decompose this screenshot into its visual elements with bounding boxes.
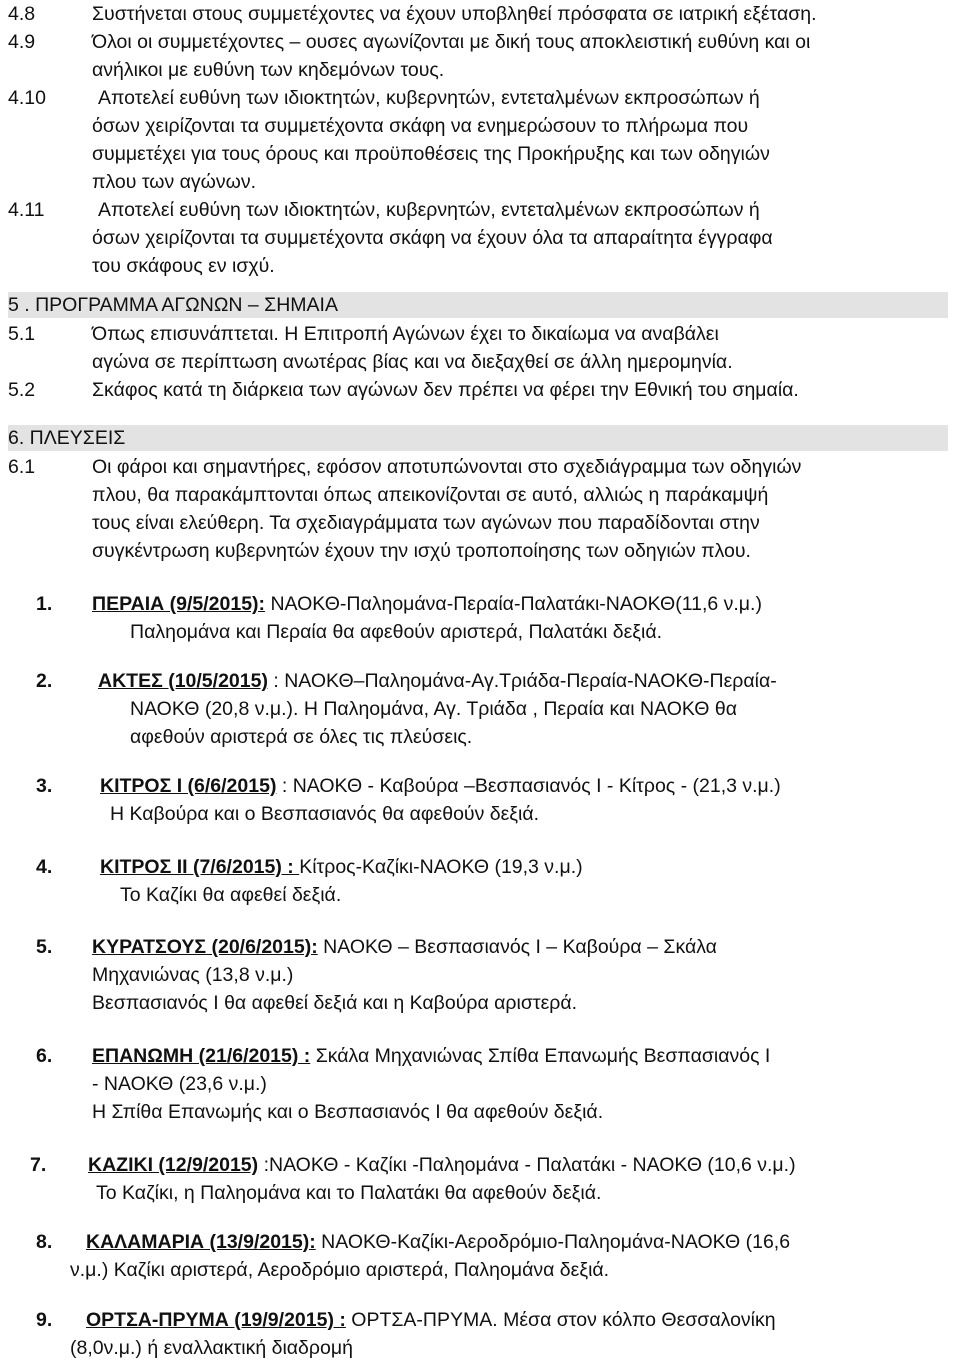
course-route: :ΝΑΟΚΘ - Καζίκι -Παληομάνα - Παλατάκι - ΝΑΟΚΘ (10,6 ν.μ.) <box>258 1154 796 1176</box>
clause-text-line: Οι φάροι και σημαντήρες, εφόσον αποτυπώνονται στο σχεδιάγραμμα των οδηγιών <box>92 456 802 478</box>
clause-text-line: όσων χειρίζονται τα συμμετέχοντα σκάφη να ενημερώσουν το πλήρωμα που <box>92 115 749 137</box>
course-number: 8. <box>36 1231 53 1253</box>
course-number: 3. <box>36 775 53 797</box>
clause-number: 6.1 <box>8 456 36 478</box>
course-title: ΚΙΤΡΟΣ ΙΙ (7/6/2015) : <box>100 856 300 878</box>
clause-text-line: Αποτελεί ευθύνη των ιδιοκτητών, κυβερνητών, εντεταλμένων εκπροσώπων ή <box>98 199 760 221</box>
course-route-line <box>86 1228 790 1256</box>
course-route: ΟΡΤΣΑ-ΠΡΥΜΑ. Μέσα στον κόλπο Θεσσαλονίκη <box>345 1309 776 1331</box>
course-title: ΟΡΤΣΑ-ΠΡΥΜΑ (19/9/2015) : <box>86 1309 346 1331</box>
course-note: Παληομάνα και Περαία θα αφεθούν αριστερά, Παλατάκι δεξιά. <box>130 621 663 643</box>
section-heading-5 <box>8 292 948 318</box>
clause-text: Συστήνεται στους συμμετέχοντες να έχουν υποβληθεί πρόσφατα σε ιατρική εξέταση. <box>92 3 817 25</box>
course-route-line <box>100 853 583 881</box>
clause-text-line: τους είναι ελεύθερη. Τα σχεδιαγράμματα των αγώνων που παραδίδονται στην <box>92 512 760 534</box>
course-route-line <box>92 590 762 618</box>
clause-number: 4.9 <box>8 31 36 53</box>
section-heading-text: 5 . ΠΡΟΓΡΑΜΜΑ ΑΓΩΝΩΝ – ΣΗΜΑΙΑ <box>8 294 338 316</box>
course-title: ΕΠΑΝΩΜΗ (21/6/2015) : <box>92 1045 311 1067</box>
course-note: Η Σπίθα Επανωμής και ο Βεσπασιανός Ι θα αφεθούν δεξιά. <box>92 1101 604 1123</box>
course-route-line <box>88 1151 796 1179</box>
clause-text-line: Αποτελεί ευθύνη των ιδιοκτητών, κυβερνητών, εντεταλμένων εκπροσώπων ή <box>98 87 760 109</box>
course-title: ΚΑΖΙΚΙ (12/9/2015) <box>88 1154 259 1176</box>
section-heading-6 <box>8 425 948 451</box>
course-title: ΚΥΡΑΤΣΟΥΣ (20/6/2015): <box>92 936 318 958</box>
course-route-line <box>92 1042 770 1070</box>
clause-text-line: ανήλικοι με ευθύνη των κηδεμόνων τους. <box>92 59 445 81</box>
clause-number: 5.2 <box>8 379 36 401</box>
course-route-line <box>86 1306 776 1334</box>
course-note: Η Καβούρα και ο Βεσπασιανός θα αφεθούν δεξιά. <box>110 803 540 825</box>
course-route: ΝΑΟΚΘ – Βεσπασιανός Ι – Καβούρα – Σκάλα <box>317 936 717 958</box>
course-route-cont: (8,0ν.μ.) ή εναλλακτική διαδρομή <box>70 1337 353 1359</box>
course-title: ΚΑΛΑΜΑΡΙΑ (13/9/2015): <box>86 1231 316 1253</box>
course-route: : ΝΑΟΚΘ - Καβούρα –Βεσπασιανός Ι - Κίτρος - (21,3 ν.μ.) <box>276 775 781 797</box>
course-number: 1. <box>36 593 53 615</box>
clause-number: 4.11 <box>8 199 45 221</box>
course-note: Το Καζίκι, η Παληομάνα και το Παλατάκι θα αφεθούν δεξιά. <box>96 1182 602 1204</box>
course-note: Βεσπασιανός Ι θα αφεθεί δεξιά και η Καβούρα αριστερά. <box>92 992 578 1014</box>
course-number: 5. <box>36 936 53 958</box>
course-route-cont: ΝΑΟΚΘ (20,8 ν.μ.). Η Παληομάνα, Αγ. Τριάδα , Περαία και ΝΑΟΚΘ θα <box>130 698 737 720</box>
course-number: 6. <box>36 1045 53 1067</box>
course-route-line <box>98 667 777 695</box>
clause-number: 4.8 <box>8 3 36 25</box>
course-number: 2. <box>36 670 53 692</box>
course-note: Το Καζίκι θα αφεθεί δεξιά. <box>120 884 342 906</box>
clause-text-line: του σκάφους εν ισχύ. <box>92 255 275 277</box>
clause-text-line: συμμετέχει για τους όρους και προϋποθέσεις της Προκήρυξης και των οδηγιών <box>92 143 770 165</box>
course-route: Σκάλα Μηχανιώνας Σπίθα Επανωμής Βεσπασιανός Ι <box>310 1045 771 1067</box>
course-route-cont: ν.μ.) Καζίκι αριστερά, Αεροδρόμιο αριστερά, Παληομάνα δεξιά. <box>70 1259 610 1281</box>
course-title: ΚΙΤΡΟΣ Ι (6/6/2015) <box>100 775 277 797</box>
clause-text-line: αγώνα σε περίπτωση ανωτέρας βίας και να διεξαχθεί σε άλλη ημερομηνία. <box>92 351 733 373</box>
course-route: : ΝΑΟΚΘ–Παληομάνα-Αγ.Τριάδα-Περαία-ΝΑΟΚΘ-Περαία- <box>267 670 777 692</box>
course-route: ΝΑΟΚΘ-Καζίκι-Αεροδρόμιο-Παληομάνα-ΝΑΟΚΘ (16,6 <box>315 1231 791 1253</box>
course-title: ΑΚΤΕΣ (10/5/2015) <box>98 670 268 692</box>
course-route: ΝΑΟΚΘ-Παληομάνα-Περαία-Παλατάκι-ΝΑΟΚΘ(11,6 ν.μ.) <box>265 593 762 615</box>
clause-text-line: συγκέντρωση κυβερνητών έχουν την ισχύ τροποποίησης των οδηγιών πλου. <box>92 540 751 562</box>
course-route-line <box>100 772 781 800</box>
course-route-line <box>92 933 717 961</box>
course-title: ΠΕΡΑΙΑ (9/5/2015): <box>92 593 266 615</box>
clause-number: 5.1 <box>8 323 36 345</box>
course-number: 9. <box>36 1309 53 1331</box>
course-note: αφεθούν αριστερά σε όλες τις πλεύσεις. <box>130 726 473 748</box>
clause-text-line: όσων χειρίζονται τα συμμετέχοντα σκάφη να έχουν όλα τα απαραίτητα έγγραφα <box>92 227 773 249</box>
clause-text: Σκάφος κατά τη διάρκεια των αγώνων δεν πρέπει να φέρει την Εθνική του σημαία. <box>92 379 799 401</box>
clause-text-line: πλου των αγώνων. <box>92 171 257 193</box>
course-route-cont: Μηχανιώνας (13,8 ν.μ.) <box>92 964 294 986</box>
course-number: 4. <box>36 856 53 878</box>
course-route-cont: - ΝΑΟΚΘ (23,6 ν.μ.) <box>92 1073 267 1095</box>
course-route: Κίτρος-Καζίκι-ΝΑΟΚΘ (19,3 ν.μ.) <box>299 856 583 878</box>
clause-text-line: Όπως επισυνάπτεται. Η Επιτροπή Αγώνων έχει το δικαίωμα να αναβάλει <box>92 323 719 345</box>
clause-number: 4.10 <box>8 87 46 109</box>
clause-text-line: πλου, θα παρακάμπτονται όπως απεικονίζονται σε αυτό, αλλιώς η παράκαμψή <box>92 484 769 506</box>
section-heading-text: 6. ΠΛΕΥΣΕΙΣ <box>8 427 126 449</box>
course-number: 7. <box>30 1154 47 1176</box>
clause-text-line: Όλοι οι συμμετέχοντες – ουσες αγωνίζονται με δική τους αποκλειστική ευθύνη και οι <box>92 31 811 53</box>
